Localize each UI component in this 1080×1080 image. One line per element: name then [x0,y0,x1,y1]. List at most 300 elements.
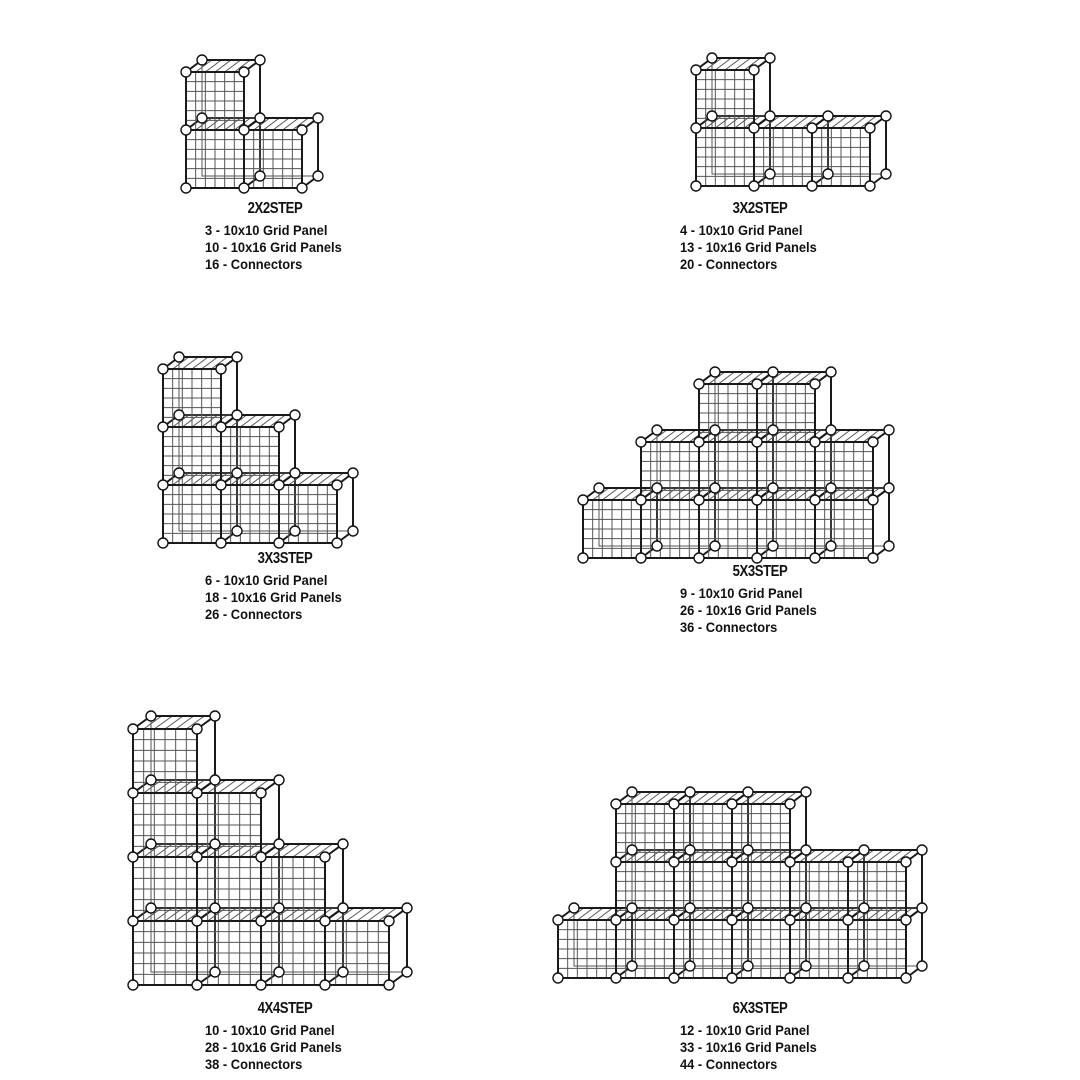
config-2x2step [0,0,540,300]
back-panel [864,850,922,908]
back-panel [151,780,215,844]
wire-cubes [553,787,927,983]
grid-wire [761,792,777,804]
connector [707,111,717,121]
grid-wire [718,372,734,384]
grid-wire [192,473,208,485]
connector [290,410,300,420]
connector [810,379,820,389]
connector [128,980,138,990]
back-panel [773,488,831,546]
back-panel [215,780,279,844]
connector [274,480,284,490]
connector [146,903,156,913]
grid-wire [703,792,719,804]
grid-wire [240,473,256,485]
grid-wire [776,430,792,442]
back-panel [806,908,864,966]
connector [348,526,358,536]
connector [685,961,695,971]
grid-wire [715,58,731,70]
connector [158,480,168,490]
grid-wire [308,473,324,485]
grid-wire [786,430,802,442]
grid-wire [877,850,893,862]
connector [884,425,894,435]
grid-wire [680,430,696,442]
wire-cube [197,908,279,985]
connector [611,799,621,809]
connector [210,775,220,785]
connector [256,852,266,862]
connector [192,788,202,798]
back-panel [179,473,237,531]
wire-cube [133,908,215,985]
grid-wire [192,415,208,427]
connector [636,437,646,447]
connector [694,379,704,389]
connector [765,169,775,179]
connector [691,65,701,75]
connector [881,169,891,179]
connector [752,437,762,447]
grid-wire [829,908,845,920]
grid-wire [728,372,744,384]
connector [710,425,720,435]
connector [274,903,284,913]
grid-wire [771,908,787,920]
back-panel [864,908,922,966]
grid-wire [728,430,744,442]
connector [785,973,795,983]
grid-wire [202,415,218,427]
grid-wire [867,908,883,920]
connector [752,553,762,563]
connector [192,916,202,926]
part-line-10x10: 3 - 10x10 Grid Panel [205,222,328,238]
connector [210,903,220,913]
grid-wire [680,488,696,500]
grid-wire [215,60,231,72]
wire-cubes [691,53,891,191]
cube-illustration [125,685,445,997]
back-panel [806,850,864,908]
grid-wire [218,780,236,793]
connector [743,787,753,797]
grid-wire [293,844,311,857]
connector [627,903,637,913]
grid-wire [298,473,314,485]
connector [232,352,242,362]
connector [256,788,266,798]
connector [256,916,266,926]
connector [627,961,637,971]
grid-wire [192,357,208,369]
grid-wire [786,488,802,500]
connector [569,903,579,913]
connector [743,845,753,855]
connector [192,980,202,990]
grid-wire [854,430,870,442]
grid-wire [773,116,789,128]
connector [801,961,811,971]
connector [274,839,284,849]
connector [216,538,226,548]
connector [727,799,737,809]
connector [768,367,778,377]
cube-illustration [155,315,425,555]
back-panel [295,473,353,531]
connector [710,367,720,377]
wire-cube [261,908,343,985]
connector [685,845,695,855]
connector [826,425,836,435]
grid-wire [703,908,719,920]
grid-wire [718,430,734,442]
connector [694,437,704,447]
back-panel [748,908,806,966]
grid-wire [202,357,218,369]
grid-wire [844,430,860,442]
connector [611,857,621,867]
connector [297,183,307,193]
connector [901,915,911,925]
connector [239,67,249,77]
back-panel [690,850,748,908]
grid-wire [819,908,835,920]
grid-wire [318,473,334,485]
connector [255,113,265,123]
grid-wire [844,488,860,500]
connector [274,967,284,977]
grid-wire [771,850,787,862]
config-title: 4X4STEP [257,1000,313,1017]
wire-cubes [578,367,894,563]
grid-wire [304,844,322,857]
connector [843,915,853,925]
connector [652,425,662,435]
grid-wire [635,908,651,920]
grid-wire [282,844,300,857]
connector [859,903,869,913]
connector [627,845,637,855]
connector [146,839,156,849]
connector [785,915,795,925]
connector [826,483,836,493]
connector [338,967,348,977]
grid-wire [796,488,812,500]
part-line-10x16: 18 - 10x16 Grid Panels [205,589,342,605]
connector [768,483,778,493]
grid-wire [182,473,198,485]
connector [752,379,762,389]
grid-wire [728,488,744,500]
back-panel [260,118,318,176]
back-panel [151,716,215,780]
connector [694,553,704,563]
connector [146,775,156,785]
connector [611,973,621,983]
connector [553,973,563,983]
connector [865,181,875,191]
connector [749,123,759,133]
grid-wire [819,850,835,862]
grid-wire [205,118,221,130]
connector [256,980,266,990]
grid-wire [735,58,751,70]
connector [332,480,342,490]
connector [210,967,220,977]
connector [652,483,662,493]
grid-wire [793,116,809,128]
connector [290,468,300,478]
grid-wire [645,908,661,920]
connector [197,55,207,65]
grid-wire [635,850,651,862]
connector [868,495,878,505]
connector [669,973,679,983]
grid-wire [887,908,903,920]
connector [901,857,911,867]
part-line-10x10: 6 - 10x10 Grid Panel [205,572,328,588]
part-line-10x10: 4 - 10x10 Grid Panel [680,222,803,238]
grid-wire [655,792,671,804]
grid-wire [225,60,241,72]
back-panel [279,844,343,908]
grid-wire [867,850,883,862]
part-line-connectors: 16 - Connectors [205,256,303,272]
wire-cubes [128,711,412,990]
connector [611,915,621,925]
grid-wire [346,908,364,921]
connector [710,541,720,551]
grid-wire [587,908,603,920]
back-panel [773,372,831,430]
back-panel [202,118,260,176]
back-panel [237,473,295,531]
connector [707,53,717,63]
config-4x4step [0,680,540,1080]
back-panel [773,430,831,488]
cube-illustration [575,325,955,570]
back-panel [151,908,215,972]
back-panel [202,60,260,118]
connector [320,916,330,926]
connector [181,183,191,193]
connector [338,903,348,913]
connector [669,857,679,867]
connector [826,367,836,377]
config-3x3step [0,310,540,650]
connector [216,364,226,374]
back-panel [831,430,889,488]
connector [768,541,778,551]
connector [859,845,869,855]
grid-wire [761,908,777,920]
grid-wire [786,372,802,384]
grid-wire [713,850,729,862]
connector [901,973,911,983]
back-panel [215,844,279,908]
connector [128,916,138,926]
connector [274,422,284,432]
grid-wire [738,430,754,442]
config-title: 3X2STEP [732,200,788,217]
connector [801,845,811,855]
grid-wire [229,780,247,793]
back-panel [632,908,690,966]
back-panel [690,908,748,966]
connector [192,724,202,734]
connector [636,495,646,505]
grid-wire [713,792,729,804]
connector [402,903,412,913]
connector [694,495,704,505]
back-panel [748,850,806,908]
connector [274,538,284,548]
back-panel [712,116,770,174]
grid-wire [738,488,754,500]
part-line-10x16: 28 - 10x16 Grid Panels [205,1039,342,1055]
part-line-10x10: 10 - 10x10 Grid Panel [205,1022,335,1038]
grid-wire [834,430,850,442]
connector [210,839,220,849]
wire-cubes [158,352,358,548]
connector [685,787,695,797]
grid-wire [635,792,651,804]
connector [884,483,894,493]
connector [232,526,242,536]
cube-illustration [550,730,990,990]
connector [174,352,184,362]
connector [823,169,833,179]
grid-wire [240,415,256,427]
back-panel [831,488,889,546]
grid-wire [771,792,787,804]
connector [578,495,588,505]
grid-wire [831,116,847,128]
connector [128,788,138,798]
connector [881,111,891,121]
connector [197,113,207,123]
grid-wire [670,430,686,442]
grid-wire [776,488,792,500]
connector [743,961,753,971]
wire-cube [325,908,407,985]
connector [710,483,720,493]
part-line-10x16: 10 - 10x16 Grid Panels [205,239,342,255]
connector [810,553,820,563]
config-title: 5X3STEP [732,563,788,580]
grid-wire [841,116,857,128]
grid-wire [796,430,812,442]
grid-wire [834,488,850,500]
connector [128,724,138,734]
grid-wire [693,792,709,804]
cube-illustration [178,10,398,200]
part-line-connectors: 26 - Connectors [205,606,303,622]
config-3x2step [540,0,1080,300]
connector [216,480,226,490]
connector [884,541,894,551]
grid-wire [877,908,893,920]
back-panel [179,415,237,473]
grid-wire [597,908,613,920]
connector [216,422,226,432]
grid-wire [263,118,279,130]
connector [868,437,878,447]
connector [727,857,737,867]
connector [826,541,836,551]
grid-wire [205,60,221,72]
connector [348,468,358,478]
connector [384,980,394,990]
grid-wire [154,716,172,729]
connector [128,852,138,862]
grid-wire [725,116,741,128]
connector [232,468,242,478]
connector [402,967,412,977]
grid-wire [854,488,870,500]
connector [917,845,927,855]
back-panel [179,357,237,415]
grid-wire [703,850,719,862]
connector [578,553,588,563]
grid-wire [776,372,792,384]
grid-wire [612,488,628,500]
grid-wire [283,118,299,130]
grid-wire [273,118,289,130]
grid-wire [660,488,676,500]
connector [255,171,265,181]
grid-wire [725,58,741,70]
grid-wire [693,908,709,920]
grid-wire [182,357,198,369]
back-panel [151,844,215,908]
grid-wire [751,850,767,862]
connector [752,495,762,505]
back-panel [712,58,770,116]
connector [810,495,820,505]
connector [297,125,307,135]
grid-wire [176,716,194,729]
connector [865,123,875,133]
part-line-10x10: 9 - 10x10 Grid Panel [680,585,803,601]
grid-wire [622,488,638,500]
connector [669,799,679,809]
connector [210,711,220,721]
connector [239,183,249,193]
config-5x3step [540,310,1080,650]
connector [765,111,775,121]
back-panel [828,116,886,174]
back-panel [343,908,407,972]
grid-wire [260,415,276,427]
grid-wire [887,850,903,862]
grid-wire [761,850,777,862]
connector [181,125,191,135]
grid-wire [693,850,709,862]
connector [801,903,811,913]
connector [192,852,202,862]
connector [749,181,759,191]
grid-wire [713,908,729,920]
back-panel [770,116,828,174]
connector [669,915,679,925]
part-line-connectors: 38 - Connectors [205,1056,303,1072]
grid-wire [660,430,676,442]
connector [255,55,265,65]
